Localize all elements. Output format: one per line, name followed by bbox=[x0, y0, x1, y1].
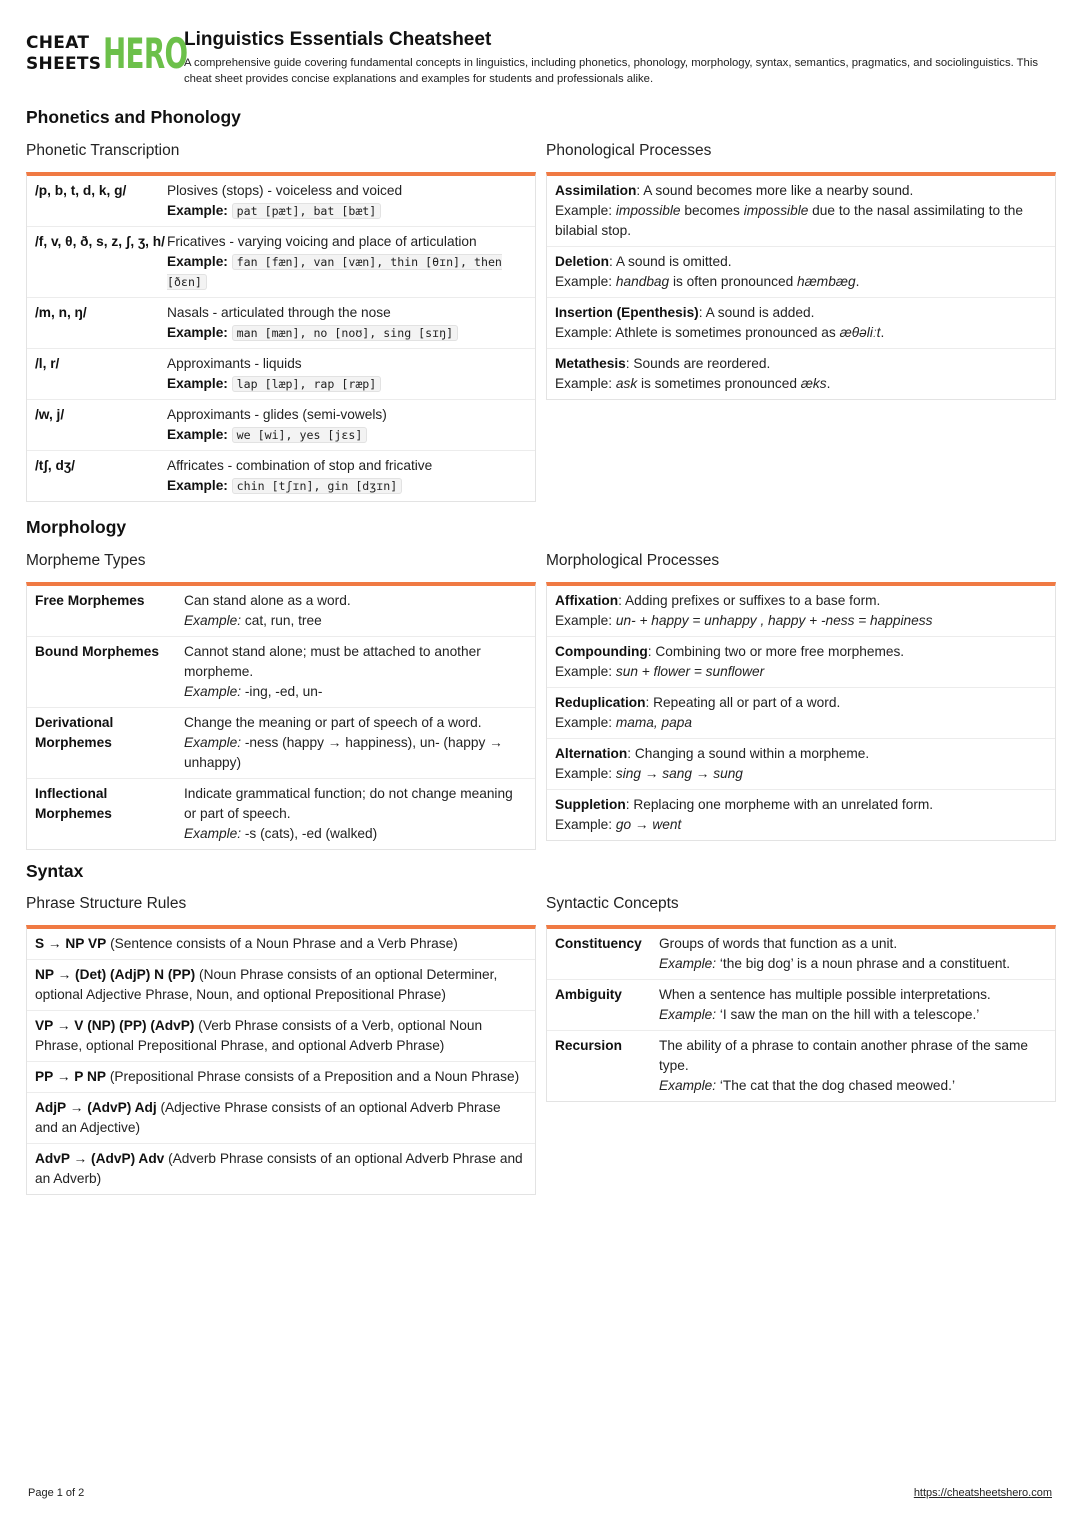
example-label: Example: bbox=[555, 203, 613, 218]
phoneme-symbols: /m, n, ŋ/ bbox=[35, 305, 87, 320]
table-row bbox=[27, 451, 535, 501]
phoneme-description: Fricatives - varying voicing and place of articulation bbox=[167, 234, 477, 249]
table-row bbox=[27, 176, 535, 227]
morpheme-term: Derivational Morphemes bbox=[35, 715, 114, 750]
table-row bbox=[27, 227, 535, 298]
process-term: Insertion (Epenthesis) bbox=[555, 305, 699, 320]
example-label: Example: bbox=[184, 826, 242, 841]
list-item: Alternation: Changing a sound within a morpheme. Example: sing → sang → sung bbox=[547, 739, 1055, 790]
phoneme-symbols: /w, j/ bbox=[35, 407, 65, 422]
site-link[interactable]: https://cheatsheetshero.com bbox=[913, 1487, 1052, 1499]
section-title-phonetics: Phonetics and Phonology bbox=[26, 107, 241, 127]
rule: AdvP → (AdvP) Adv bbox=[35, 1151, 165, 1166]
table-row bbox=[27, 298, 535, 349]
list-item: VP → V (NP) (PP) (AdvP) (Verb Phrase consists of a Verb, optional Noun Phrase, optional Prepositional Phrase, and optional Adverb Phrase) bbox=[27, 1011, 535, 1062]
morpheme-term: Bound Morphemes bbox=[35, 644, 159, 659]
table-row bbox=[27, 400, 535, 451]
phoneme-symbols: /l, r/ bbox=[35, 356, 60, 371]
phoneme-description: Affricates - combination of stop and fricative bbox=[167, 458, 433, 473]
example-label: Example: bbox=[659, 1078, 717, 1093]
page-title: Linguistics Essentials Cheatsheet bbox=[184, 29, 492, 50]
example-code: pat [pæt], bat [bæt] bbox=[232, 203, 382, 219]
rule: NP → (Det) (AdjP) N (PP) bbox=[35, 967, 196, 982]
example-label: Example: bbox=[167, 427, 228, 442]
card-title-syntactic-concepts: Syntactic Concepts bbox=[546, 895, 679, 912]
table-row bbox=[27, 349, 535, 400]
table-row: Constituency Groups of words that function as a unit. Example: ‘the big dog’ is a noun phrase and a constituent. bbox=[547, 929, 1055, 980]
list-item: Insertion (Epenthesis): A sound is added. Example: Athlete is sometimes pronounced as æθəliːt. bbox=[547, 298, 1055, 349]
phoneme-description: Plosives (stops) - voiceless and voiced bbox=[167, 183, 403, 198]
list-item: Deletion: A sound is omitted. Example: handbag is often pronounced hæmbæg. bbox=[547, 247, 1055, 298]
table-row: Inflectional Morphemes Indicate grammatical function; do not change meaning or part of speech. Example: -s (cats), -ed (walked) bbox=[27, 779, 535, 849]
example-code: we [wi], yes [jɛs] bbox=[232, 427, 368, 443]
example-label: Example: bbox=[167, 325, 228, 340]
list-item: S → NP VP (Sentence consists of a Noun Phrase and a Verb Phrase) bbox=[27, 929, 535, 960]
concept-term: Recursion bbox=[555, 1038, 622, 1053]
example-code: lap [læp], rap [ræp] bbox=[232, 376, 382, 392]
example-label: Example: bbox=[167, 203, 228, 218]
example-label: Example: bbox=[555, 766, 616, 781]
logo-text-hero: HERO bbox=[103, 29, 188, 78]
morpheme-term: Free Morphemes bbox=[35, 593, 145, 608]
phoneme-description: Approximants - liquids bbox=[167, 356, 302, 371]
example-code: fan [fæn], van [væn], thin [θɪn], then [ðɛn] bbox=[167, 255, 502, 289]
example-label: Example: bbox=[659, 1007, 717, 1022]
concept-term: Ambiguity bbox=[555, 987, 622, 1002]
list-item: Compounding: Combining two or more free morphemes. Example: sun + flower = sunflower bbox=[547, 637, 1055, 688]
page-number: Page 1 of 2 bbox=[28, 1487, 85, 1499]
morpheme-types-card bbox=[26, 582, 536, 850]
list-item: AdjP → (AdvP) Adj (Adjective Phrase consists of an optional Adverb Phrase and an Adjective) bbox=[27, 1093, 535, 1144]
page-header bbox=[26, 28, 1056, 87]
table-row: Bound Morphemes Cannot stand alone; must be attached to another morpheme. Example: -ing, -ed, un- bbox=[27, 637, 535, 708]
example-label: Example: bbox=[555, 274, 613, 289]
phrase-structure-card bbox=[26, 925, 536, 1195]
example-label: Example: bbox=[555, 325, 613, 340]
card-title-morpheme-types: Morpheme Types bbox=[26, 552, 146, 569]
table-row: Ambiguity When a sentence has multiple possible interpretations. Example: ‘I saw the man on the hill with a telescope.’ bbox=[547, 980, 1055, 1031]
phoneme-symbols: /f, v, θ, ð, s, z, ʃ, ʒ, h/ bbox=[35, 234, 165, 249]
morphological-processes-card bbox=[546, 582, 1056, 841]
card-title-phonological-processes: Phonological Processes bbox=[546, 142, 712, 159]
example-label: Example: bbox=[184, 735, 242, 750]
example-label: Example: bbox=[555, 376, 613, 391]
example-label: Example: bbox=[184, 613, 242, 628]
example-label: Example: bbox=[555, 613, 616, 628]
process-term: Metathesis bbox=[555, 356, 626, 371]
phonetic-transcription-card bbox=[26, 172, 536, 502]
rule: AdjP → (AdvP) Adj bbox=[35, 1100, 157, 1115]
phoneme-symbols: /tʃ, dʒ/ bbox=[35, 458, 75, 473]
table-row: Recursion The ability of a phrase to contain another phrase of the same type. Example: ‘The cat that the dog chased meowed.’ bbox=[547, 1031, 1055, 1101]
cheatsheetshero-logo[interactable] bbox=[26, 28, 188, 80]
table-row: Free Morphemes Can stand alone as a word. Example: cat, run, tree bbox=[27, 586, 535, 637]
list-item: Affixation: Adding prefixes or suffixes to a base form. Example: un- + happy = unhappy , happy + -ness = happiness bbox=[547, 586, 1055, 637]
list-item: Assimilation: A sound becomes more like a nearby sound. Example: impossible becomes impossible due to the nasal assimilating to the bilabial stop. bbox=[547, 176, 1055, 247]
phoneme-symbols: /p, b, t, d, k, g/ bbox=[35, 183, 127, 198]
list-item: AdvP → (AdvP) Adv (Adverb Phrase consists of an optional Adverb Phrase and an Adverb) bbox=[35, 1151, 523, 1186]
example-label: Example: bbox=[555, 715, 616, 730]
phoneme-description: Approximants - glides (semi-vowels) bbox=[167, 407, 387, 422]
example-code: man [mæn], no [noʊ], sing [sɪŋ] bbox=[232, 325, 458, 341]
example-label: Example: bbox=[555, 664, 616, 679]
logo-text-cheat: CHEAT bbox=[26, 33, 90, 53]
section-title-morphology: Morphology bbox=[26, 517, 127, 537]
page-description: A comprehensive guide covering fundamental concepts in linguistics, including phonetics, phonology, morphology, syntax, semantics, pragmatics, and sociolinguistics. This cheat sheet provides concise explanations and examples for students and professionals alike. bbox=[184, 57, 1039, 85]
card-title-morphological-processes: Morphological Processes bbox=[546, 552, 720, 569]
card-title-phrase-structure: Phrase Structure Rules bbox=[26, 895, 187, 912]
process-term: Assimilation bbox=[555, 183, 637, 198]
example-label: Example: bbox=[555, 817, 616, 832]
list-item: Metathesis: Sounds are reordered. Example: ask is sometimes pronounced æks. bbox=[555, 356, 831, 391]
example-label: Example: bbox=[167, 478, 228, 493]
example-code: chin [tʃɪn], gin [dʒɪn] bbox=[232, 478, 403, 494]
rule: VP → V (NP) (PP) (AdvP) bbox=[35, 1018, 195, 1033]
example-label: Example: bbox=[167, 376, 228, 391]
rule: S → NP VP bbox=[35, 936, 107, 951]
list-item: Reduplication: Repeating all or part of a word. Example: mama, papa bbox=[547, 688, 1055, 739]
example-label: Example: bbox=[184, 684, 242, 699]
process-term: Deletion bbox=[555, 254, 609, 269]
logo-text-sheets: SHEETS bbox=[26, 54, 102, 74]
list-item: PP → P NP (Prepositional Phrase consists of a Preposition and a Noun Phrase) bbox=[27, 1062, 535, 1093]
phonological-processes-card bbox=[546, 172, 1056, 400]
section-title-syntax: Syntax bbox=[26, 861, 84, 881]
rule: PP → P NP bbox=[35, 1069, 107, 1084]
table-row: Derivational Morphemes Change the meaning or part of speech of a word. Example: -ness (happy → happiness), un- (happy → unhappy) bbox=[27, 708, 535, 779]
phoneme-description: Nasals - articulated through the nose bbox=[167, 305, 391, 320]
example-label: Example: bbox=[659, 956, 717, 971]
card-title-phonetic-transcription: Phonetic Transcription bbox=[26, 142, 180, 159]
morpheme-term: Inflectional Morphemes bbox=[35, 786, 112, 821]
list-item: Suppletion: Replacing one morpheme with an unrelated form. Example: go → went bbox=[555, 797, 934, 832]
concept-term: Constituency bbox=[555, 936, 642, 951]
syntactic-concepts-card bbox=[546, 925, 1056, 1102]
list-item: NP → (Det) (AdjP) N (PP) (Noun Phrase consists of an optional Determiner, optional Adjective Phrase, Noun, and optional Prepositional Phrase) bbox=[27, 960, 535, 1011]
example-label: Example: bbox=[167, 254, 228, 269]
